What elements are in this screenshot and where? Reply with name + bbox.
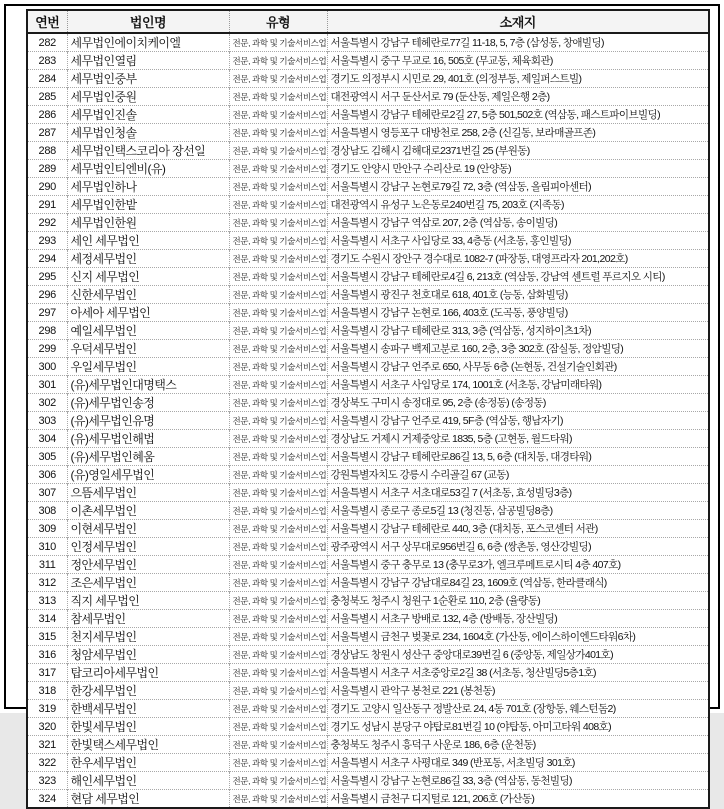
- col-header-type: 유형: [229, 10, 327, 33]
- col-header-name: 법인명: [67, 10, 229, 33]
- address-cell: 서울특별시 서초구 서초중앙로2길 38 (서초동, 청산빌딩5층1호): [327, 664, 709, 682]
- type-cell: 전문, 과학 및 기술서비스업: [229, 286, 327, 304]
- table-row: [27, 574, 709, 592]
- type-cell: 전문, 과학 및 기술서비스업: [229, 664, 327, 682]
- address-cell: 서울특별시 중구 충무로 13 (충무로3가, 엘크루메트로시티 4층 407호): [327, 556, 709, 574]
- serial-cell: 291: [27, 196, 67, 214]
- serial-cell: 297: [27, 304, 67, 322]
- name-cell: 이현세무법인: [67, 520, 229, 538]
- name-cell: 한빛세무법인: [67, 718, 229, 736]
- table-row: [27, 142, 709, 160]
- name-cell: 세무법인청솔: [67, 124, 229, 142]
- serial-cell: 300: [27, 358, 67, 376]
- name-cell: 직지 세무법인: [67, 592, 229, 610]
- name-cell: 세인 세무법인: [67, 232, 229, 250]
- serial-cell: 284: [27, 70, 67, 88]
- table-row: [27, 682, 709, 700]
- name-cell: (유)세무법인유명: [67, 412, 229, 430]
- type-cell: 전문, 과학 및 기술서비스업: [229, 628, 327, 646]
- serial-cell: 323: [27, 772, 67, 790]
- type-cell: 전문, 과학 및 기술서비스업: [229, 70, 327, 88]
- table-row: [27, 268, 709, 286]
- name-cell: (유)세무법인혜움: [67, 448, 229, 466]
- address-cell: 경기도 안양시 만안구 수리산로 19 (안양동): [327, 160, 709, 178]
- name-cell: 아세아 세무법인: [67, 304, 229, 322]
- table-row: [27, 502, 709, 520]
- serial-cell: 288: [27, 142, 67, 160]
- serial-cell: 305: [27, 448, 67, 466]
- type-cell: 전문, 과학 및 기술서비스업: [229, 52, 327, 70]
- col-header-address: 소재지: [327, 10, 709, 33]
- table-row: [27, 772, 709, 790]
- address-cell: 충청북도 청주시 청원구 1순환로 110, 2층 (율량동): [327, 592, 709, 610]
- serial-cell: 294: [27, 250, 67, 268]
- name-cell: 세무법인한밭: [67, 196, 229, 214]
- table-row: [27, 124, 709, 142]
- name-cell: 현담 세무법인: [67, 790, 229, 809]
- address-cell: 서울특별시 강남구 테헤란로2길 27, 5층 501,502호 (역삼동, 패스트파이브빌딩): [327, 106, 709, 124]
- table-row: [27, 538, 709, 556]
- table-row: [27, 790, 709, 809]
- table-row: [27, 376, 709, 394]
- address-cell: 서울특별시 서초구 사임당로 33, 4층동 (서초동, 홍인빌딩): [327, 232, 709, 250]
- table-body: [27, 33, 709, 808]
- address-cell: 경기도 고양시 일산동구 정발산로 24, 4동 701호 (장항동, 웨스턴돔2): [327, 700, 709, 718]
- address-cell: 충청북도 청주시 흥덕구 사운로 186, 6층 (운천동): [327, 736, 709, 754]
- type-cell: 전문, 과학 및 기술서비스업: [229, 718, 327, 736]
- serial-cell: 285: [27, 88, 67, 106]
- address-cell: 대전광역시 서구 둔산서로 79 (둔산동, 제일은행 2층): [327, 88, 709, 106]
- address-cell: 경기도 수원시 장안구 경수대로 1082-7 (파장동, 대영프라자 201,202호): [327, 250, 709, 268]
- type-cell: 전문, 과학 및 기술서비스업: [229, 466, 327, 484]
- serial-cell: 289: [27, 160, 67, 178]
- name-cell: 한우세무법인: [67, 754, 229, 772]
- serial-cell: 304: [27, 430, 67, 448]
- address-cell: 강원특별자치도 강릉시 수리골길 67 (교동): [327, 466, 709, 484]
- serial-cell: 322: [27, 754, 67, 772]
- serial-cell: 319: [27, 700, 67, 718]
- serial-cell: 290: [27, 178, 67, 196]
- address-cell: 서울특별시 서초구 방배로 132, 4층 (방배동, 장산빌딩): [327, 610, 709, 628]
- address-cell: 서울특별시 종로구 종로5길 13 (청진동, 삼공빌딩8층): [327, 502, 709, 520]
- address-cell: 경상남도 거제시 거제중앙로 1835, 5층 (고현동, 월드타워): [327, 430, 709, 448]
- serial-cell: 282: [27, 33, 67, 52]
- table-row: [27, 700, 709, 718]
- address-cell: 서울특별시 영등포구 대방천로 258, 2층 (신길동, 보라매골프존): [327, 124, 709, 142]
- name-cell: 우덕세무법인: [67, 340, 229, 358]
- address-cell: 서울특별시 관악구 봉천로 221 (봉천동): [327, 682, 709, 700]
- name-cell: 예일세무법인: [67, 322, 229, 340]
- table-row: [27, 106, 709, 124]
- table-row: [27, 646, 709, 664]
- name-cell: 이촌세무법인: [67, 502, 229, 520]
- type-cell: 전문, 과학 및 기술서비스업: [229, 592, 327, 610]
- address-cell: 서울특별시 강남구 언주로 419, 5F층 (역삼동, 행남자기): [327, 412, 709, 430]
- table-row: [27, 610, 709, 628]
- name-cell: 세정세무법인: [67, 250, 229, 268]
- table-row: [27, 178, 709, 196]
- table-row: [27, 214, 709, 232]
- address-cell: 서울특별시 송파구 백제고분로 160, 2층, 3층 302호 (잠실동, 정암빌딩): [327, 340, 709, 358]
- address-cell: 경상북도 구미시 송정대로 95, 2층 (송정동) (송정동): [327, 394, 709, 412]
- table-row: [27, 448, 709, 466]
- table-header: [27, 10, 709, 33]
- type-cell: 전문, 과학 및 기술서비스업: [229, 448, 327, 466]
- table-row: [27, 484, 709, 502]
- address-cell: 서울특별시 강남구 테헤란로 313, 3층 (역삼동, 성지하이츠1차): [327, 322, 709, 340]
- type-cell: 전문, 과학 및 기술서비스업: [229, 700, 327, 718]
- serial-cell: 316: [27, 646, 67, 664]
- name-cell: 세무법인중원: [67, 88, 229, 106]
- name-cell: 한강세무법인: [67, 682, 229, 700]
- table-row: [27, 196, 709, 214]
- serial-cell: 315: [27, 628, 67, 646]
- address-cell: 서울특별시 강남구 논현로86길 33, 3층 (역삼동, 동천빌딩): [327, 772, 709, 790]
- address-cell: 경상남도 김해시 김해대로2371번길 25 (부원동): [327, 142, 709, 160]
- type-cell: 전문, 과학 및 기술서비스업: [229, 520, 327, 538]
- table-row: [27, 232, 709, 250]
- name-cell: 우일세무법인: [67, 358, 229, 376]
- address-cell: 서울특별시 강남구 역삼로 207, 2층 (역삼동, 송이빌딩): [327, 214, 709, 232]
- serial-cell: 306: [27, 466, 67, 484]
- table-row: [27, 250, 709, 268]
- serial-cell: 324: [27, 790, 67, 809]
- type-cell: 전문, 과학 및 기술서비스업: [229, 304, 327, 322]
- address-cell: 서울특별시 광진구 천호대로 618, 401호 (능동, 삼화빌딩): [327, 286, 709, 304]
- serial-cell: 318: [27, 682, 67, 700]
- table-row: [27, 412, 709, 430]
- table-row: [27, 88, 709, 106]
- name-cell: 조은세무법인: [67, 574, 229, 592]
- type-cell: 전문, 과학 및 기술서비스업: [229, 124, 327, 142]
- type-cell: 전문, 과학 및 기술서비스업: [229, 772, 327, 790]
- name-cell: 참세무법인: [67, 610, 229, 628]
- type-cell: 전문, 과학 및 기술서비스업: [229, 412, 327, 430]
- table-row: [27, 520, 709, 538]
- type-cell: 전문, 과학 및 기술서비스업: [229, 358, 327, 376]
- address-cell: 서울특별시 강남구 강남대로84길 23, 1609호 (역삼동, 한라클래식): [327, 574, 709, 592]
- name-cell: 해인세무법인: [67, 772, 229, 790]
- address-cell: 서울특별시 금천구 벚꽃로 234, 1604호 (가산동, 에이스하이엔드타워6차): [327, 628, 709, 646]
- type-cell: 전문, 과학 및 기술서비스업: [229, 376, 327, 394]
- type-cell: 전문, 과학 및 기술서비스업: [229, 754, 327, 772]
- type-cell: 전문, 과학 및 기술서비스업: [229, 268, 327, 286]
- name-cell: 탑코리아세무법인: [67, 664, 229, 682]
- serial-cell: 293: [27, 232, 67, 250]
- type-cell: 전문, 과학 및 기술서비스업: [229, 88, 327, 106]
- name-cell: 천지세무법인: [67, 628, 229, 646]
- serial-cell: 311: [27, 556, 67, 574]
- serial-cell: 301: [27, 376, 67, 394]
- name-cell: 인정세무법인: [67, 538, 229, 556]
- address-cell: 경기도 성남시 분당구 야탑로81번길 10 (야탑동, 아미고타워 408호): [327, 718, 709, 736]
- name-cell: (유)영일세무법인: [67, 466, 229, 484]
- address-cell: 대전광역시 유성구 노은동로240번길 75, 203호 (지족동): [327, 196, 709, 214]
- serial-cell: 303: [27, 412, 67, 430]
- address-cell: 서울특별시 서초구 사임당로 174, 1001호 (서초동, 강남미래타워): [327, 376, 709, 394]
- type-cell: 전문, 과학 및 기술서비스업: [229, 178, 327, 196]
- table-row: [27, 736, 709, 754]
- serial-cell: 321: [27, 736, 67, 754]
- address-cell: 서울특별시 강남구 테헤란로4길 6, 213호 (역삼동, 강남역 센트럴 푸르지오 시티): [327, 268, 709, 286]
- table-row: [27, 754, 709, 772]
- type-cell: 전문, 과학 및 기술서비스업: [229, 484, 327, 502]
- type-cell: 전문, 과학 및 기술서비스업: [229, 682, 327, 700]
- serial-cell: 320: [27, 718, 67, 736]
- type-cell: 전문, 과학 및 기술서비스업: [229, 160, 327, 178]
- type-cell: 전문, 과학 및 기술서비스업: [229, 736, 327, 754]
- table-row: [27, 304, 709, 322]
- address-cell: 서울특별시 서초구 서초대로53길 7 (서초동, 효성빌딩3층): [327, 484, 709, 502]
- type-cell: 전문, 과학 및 기술서비스업: [229, 394, 327, 412]
- type-cell: 전문, 과학 및 기술서비스업: [229, 196, 327, 214]
- serial-cell: 308: [27, 502, 67, 520]
- name-cell: 으뜸세무법인: [67, 484, 229, 502]
- name-cell: 한백세무법인: [67, 700, 229, 718]
- type-cell: 전문, 과학 및 기술서비스업: [229, 610, 327, 628]
- type-cell: 전문, 과학 및 기술서비스업: [229, 214, 327, 232]
- table-row: [27, 718, 709, 736]
- name-cell: 세무법인진솔: [67, 106, 229, 124]
- serial-cell: 309: [27, 520, 67, 538]
- serial-cell: 299: [27, 340, 67, 358]
- name-cell: 세무법인열림: [67, 52, 229, 70]
- serial-cell: 287: [27, 124, 67, 142]
- tax-corporation-table: [26, 9, 710, 809]
- type-cell: 전문, 과학 및 기술서비스업: [229, 574, 327, 592]
- type-cell: 전문, 과학 및 기술서비스업: [229, 232, 327, 250]
- type-cell: 전문, 과학 및 기술서비스업: [229, 322, 327, 340]
- name-cell: 청암세무법인: [67, 646, 229, 664]
- serial-cell: 286: [27, 106, 67, 124]
- header-row: [27, 10, 709, 33]
- type-cell: 전문, 과학 및 기술서비스업: [229, 106, 327, 124]
- name-cell: 신지 세무법인: [67, 268, 229, 286]
- address-cell: 서울특별시 강남구 언주로 650, 사무동 6층 (논현동, 건설기술인회관): [327, 358, 709, 376]
- address-cell: 서울특별시 강남구 테헤란로 440, 3층 (대치동, 포스코센터 서관): [327, 520, 709, 538]
- address-cell: 서울특별시 강남구 테헤란로77길 11-18, 5, 7층 (삼성동, 창애빌딩): [327, 33, 709, 52]
- name-cell: 세무법인중부: [67, 70, 229, 88]
- type-cell: 전문, 과학 및 기술서비스업: [229, 538, 327, 556]
- name-cell: 세무법인하나: [67, 178, 229, 196]
- name-cell: (유)세무법인대명택스: [67, 376, 229, 394]
- address-cell: 서울특별시 강남구 논현로 166, 403호 (도곡동, 풍양빌딩): [327, 304, 709, 322]
- serial-cell: 295: [27, 268, 67, 286]
- serial-cell: 283: [27, 52, 67, 70]
- table-row: [27, 394, 709, 412]
- type-cell: 전문, 과학 및 기술서비스업: [229, 340, 327, 358]
- name-cell: 정안세무법인: [67, 556, 229, 574]
- serial-cell: 292: [27, 214, 67, 232]
- name-cell: 세무법인한원: [67, 214, 229, 232]
- serial-cell: 307: [27, 484, 67, 502]
- address-cell: 서울특별시 강남구 논현로79길 72, 3층 (역삼동, 올림피아센터): [327, 178, 709, 196]
- table-row: [27, 466, 709, 484]
- table-row: [27, 664, 709, 682]
- type-cell: 전문, 과학 및 기술서비스업: [229, 33, 327, 52]
- table-row: [27, 358, 709, 376]
- type-cell: 전문, 과학 및 기술서비스업: [229, 556, 327, 574]
- type-cell: 전문, 과학 및 기술서비스업: [229, 142, 327, 160]
- serial-cell: 313: [27, 592, 67, 610]
- table-row: [27, 592, 709, 610]
- name-cell: 한빛택스세무법인: [67, 736, 229, 754]
- type-cell: 전문, 과학 및 기술서비스업: [229, 790, 327, 809]
- type-cell: 전문, 과학 및 기술서비스업: [229, 250, 327, 268]
- type-cell: 전문, 과학 및 기술서비스업: [229, 430, 327, 448]
- address-cell: 광주광역시 서구 상무대로956번길 6, 6층 (쌍촌동, 영산강빌딩): [327, 538, 709, 556]
- address-cell: 서울특별시 중구 무교로 16, 505호 (무교동, 체육회관): [327, 52, 709, 70]
- serial-cell: 302: [27, 394, 67, 412]
- name-cell: (유)세무법인해법: [67, 430, 229, 448]
- table-row: [27, 340, 709, 358]
- name-cell: 세무법인택스코리아 장선일: [67, 142, 229, 160]
- address-cell: 서울특별시 서초구 사평대로 349 (반포동, 서초빌딩 301호): [327, 754, 709, 772]
- name-cell: (유)세무법인송정: [67, 394, 229, 412]
- table-row: [27, 52, 709, 70]
- name-cell: 세무법인에이치케이엘: [67, 33, 229, 52]
- address-cell: 경기도 의정부시 시민로 29, 401호 (의정부동, 제일퍼스트빌): [327, 70, 709, 88]
- table-row: [27, 286, 709, 304]
- name-cell: 신한세무법인: [67, 286, 229, 304]
- table-row: [27, 430, 709, 448]
- type-cell: 전문, 과학 및 기술서비스업: [229, 502, 327, 520]
- serial-cell: 296: [27, 286, 67, 304]
- serial-cell: 314: [27, 610, 67, 628]
- serial-cell: 317: [27, 664, 67, 682]
- table-row: [27, 628, 709, 646]
- serial-cell: 310: [27, 538, 67, 556]
- address-cell: 서울특별시 강남구 테헤란로86길 13, 5, 6층 (대치동, 대경타워): [327, 448, 709, 466]
- table-row: [27, 33, 709, 52]
- table-row: [27, 160, 709, 178]
- col-header-serial: 연번: [27, 10, 67, 33]
- table-row: [27, 322, 709, 340]
- serial-cell: 298: [27, 322, 67, 340]
- address-cell: 경상남도 창원시 성산구 중앙대로39번길 6 (중앙동, 제일상가401호): [327, 646, 709, 664]
- type-cell: 전문, 과학 및 기술서비스업: [229, 646, 327, 664]
- name-cell: 세무법인티엔비(유): [67, 160, 229, 178]
- address-cell: 서울특별시 금천구 디지털로 121, 206호 (가산동): [327, 790, 709, 809]
- table-row: [27, 556, 709, 574]
- table-row: [27, 70, 709, 88]
- serial-cell: 312: [27, 574, 67, 592]
